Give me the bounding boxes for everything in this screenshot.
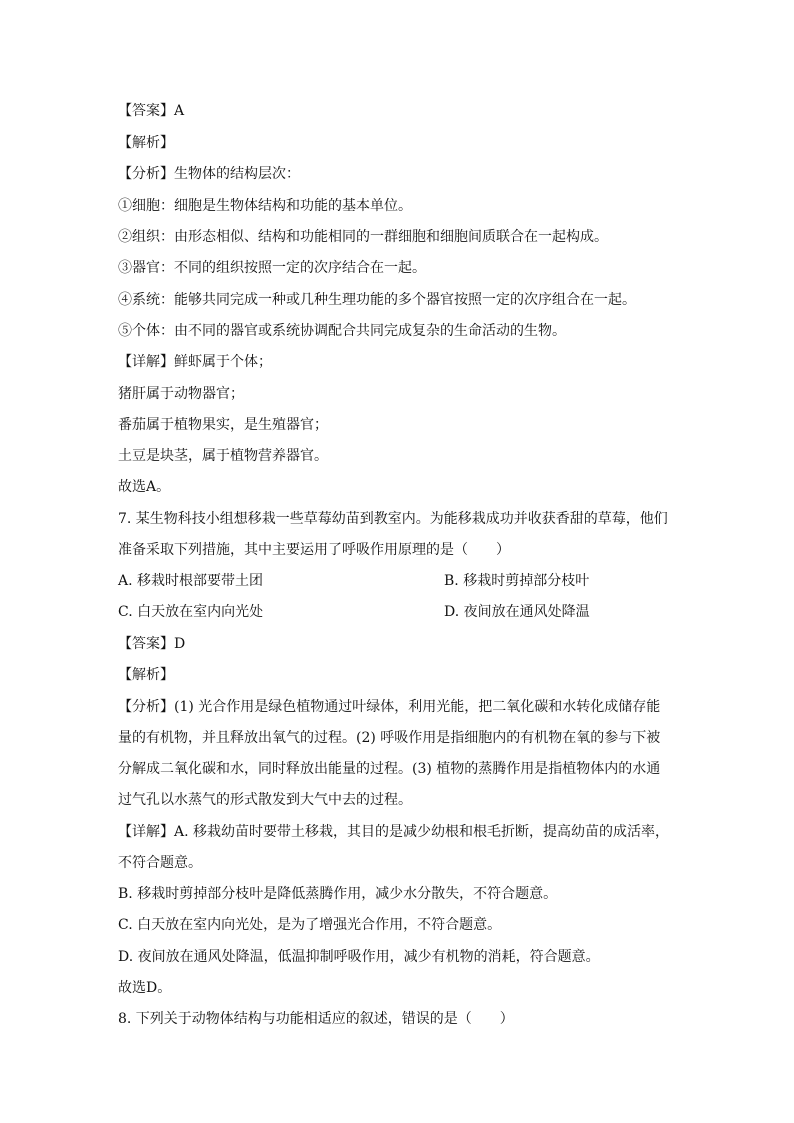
q6-level-system: ④系统：能够共同完成一种或几种生理功能的多个器官按照一定的次序组合在一起。 (118, 292, 636, 308)
q8-stem: 8. 下列关于动物体结构与功能相适应的叙述，错误的是（ ） (118, 1011, 514, 1027)
q6-level-organ: ③器官：不同的组织按照一定的次序结合在一起。 (118, 260, 426, 276)
q6-detail-line: 猪肝属于动物器官； (118, 386, 244, 402)
q6-detail-line: 土豆是块茎，属于植物营养器官。 (118, 448, 328, 464)
q7-option-c: C. 白天放在室内向光处 (118, 604, 264, 620)
q7-detail-line: 不符合题意。 (118, 855, 202, 871)
q7-answer: 【答案】D (118, 636, 186, 652)
q6-fenxi: 【分析】生物体的结构层次： (118, 166, 300, 182)
q7-detail-line: C. 白天放在室内向光处，是为了增强光合作用，不符合题意。 (118, 917, 502, 933)
q6-level-tissue: ②组织：由形态相似、结构和功能相同的一群细胞和细胞间质联合在一起构成。 (118, 229, 608, 245)
q7-fenxi-line: 【分析】(1) 光合作用是绿色植物通过叶绿体，利用光能，把二氧化碳和水转化成储存能 (118, 699, 661, 715)
q7-stem-line: 7. 某生物科技小组想移栽一些草莓幼苗到教室内。为能移栽成功并收获香甜的草莓，他们 (118, 511, 668, 527)
q7-conclusion: 故选D。 (118, 980, 172, 996)
q7-option-b: B. 移栽时剪掉部分枝叶 (444, 573, 590, 589)
q7-fenxi-line: 分解成二氧化碳和水，同时释放出能量的过程。(3) 植物的蒸腾作用是指植物体内的水通 (118, 761, 661, 777)
q7-fenxi-line: 过气孔以水蒸气的形式散发到大气中去的过程。 (118, 792, 412, 808)
q6-detail-line: 番茄属于植物果实，是生殖器官； (118, 417, 328, 433)
q6-conclusion: 故选A。 (118, 479, 171, 495)
q7-analysis-header: 【解析】 (118, 667, 174, 683)
q7-detail-line: B. 移栽时剪掉部分枝叶是降低蒸腾作用，减少水分散失，不符合题意。 (118, 886, 558, 902)
q7-fenxi-line: 量的有机物，并且释放出氧气的过程。(2) 呼吸作用是指细胞内的有机物在氧的参与下被 (118, 730, 661, 746)
q6-analysis-header: 【解析】 (118, 135, 174, 151)
q6-answer: 【答案】A (118, 103, 185, 119)
q7-option-d: D. 夜间放在通风处降温 (444, 604, 590, 620)
q7-stem-line: 准备采取下列措施，其中主要运用了呼吸作用原理的是（ ） (118, 542, 510, 558)
q6-detail-line: 【详解】鲜虾属于个体； (118, 354, 272, 370)
q6-level-individual: ⑤个体：由不同的器官或系统协调配合共同完成复杂的生命活动的生物。 (118, 323, 566, 339)
q7-detail-line: D. 夜间放在通风处降温，低温抑制呼吸作用，减少有机物的消耗，符合题意。 (118, 949, 600, 965)
q7-detail-line: 【详解】A. 移栽幼苗时要带土移栽，其目的是减少幼根和根毛折断，提高幼苗的成活率， (118, 824, 670, 840)
q6-level-cell: ①细胞：细胞是生物体结构和功能的基本单位。 (118, 198, 412, 214)
q7-option-a: A. 移栽时根部要带土团 (118, 573, 264, 589)
